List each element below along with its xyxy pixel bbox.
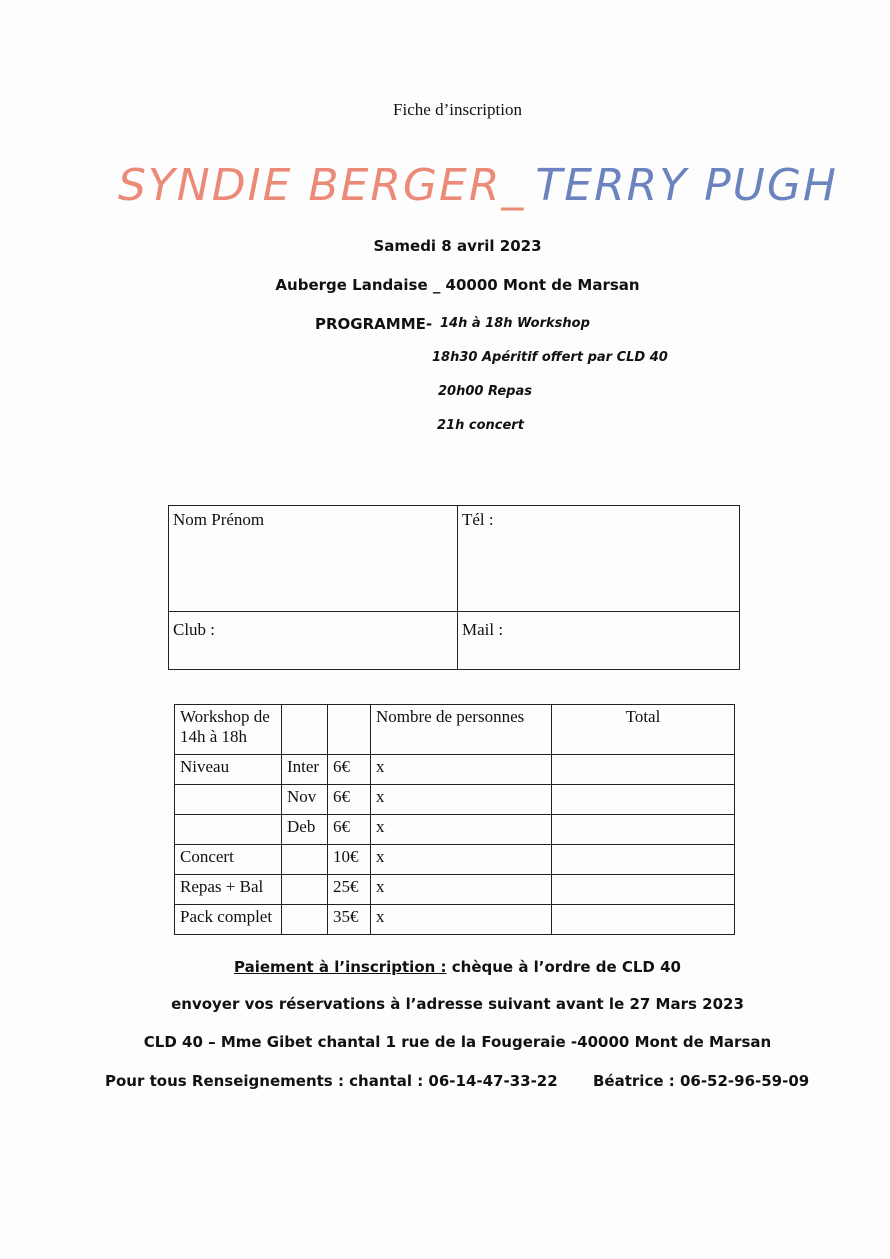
programme-item: 21h concert (437, 418, 524, 433)
table-row (175, 815, 735, 845)
payment-text: chèque à l’ordre de CLD 40 (451, 958, 681, 976)
table-row (175, 905, 735, 935)
row-price: 6€ (328, 755, 371, 785)
row-total[interactable] (552, 845, 735, 875)
header-workshop: Workshop de 14h à 18h (175, 705, 282, 755)
mail-label: Mail : (462, 620, 504, 639)
row-qty[interactable]: x (371, 755, 552, 785)
tel-label: Tél : (462, 510, 494, 529)
row-total[interactable] (552, 785, 735, 815)
club-label: Club : (173, 620, 216, 639)
artists-title (118, 160, 838, 211)
row-qty[interactable]: x (371, 905, 552, 935)
pricing-table (174, 704, 735, 935)
header-people: Nombre de personnes (371, 705, 552, 755)
row-price: 10€ (328, 845, 371, 875)
row-level (282, 875, 328, 905)
row-total[interactable] (552, 815, 735, 845)
mail-field[interactable] (458, 612, 740, 670)
row-price: 6€ (328, 785, 371, 815)
name-label: Nom Prénom (173, 510, 265, 529)
row-price: 6€ (328, 815, 371, 845)
row-level: Inter (282, 755, 328, 785)
row-label: Niveau (175, 755, 282, 785)
table-row (175, 875, 735, 905)
table-row (175, 755, 735, 785)
header-total: Total (552, 705, 735, 755)
header-empty (282, 705, 328, 755)
row-qty[interactable]: x (371, 845, 552, 875)
programme-item: 14h à 18h Workshop (440, 316, 590, 331)
info-left: Pour tous Renseignements : chantal : 06-14-47-33-22 (105, 1072, 558, 1090)
row-level: Nov (282, 785, 328, 815)
table-row (175, 785, 735, 815)
name-field[interactable] (169, 506, 458, 612)
artist-separator: _ (501, 160, 526, 211)
row-qty[interactable]: x (371, 785, 552, 815)
programme-label: PROGRAMME- (315, 315, 433, 333)
event-date: Samedi 8 avril 2023 (373, 237, 542, 255)
row-level (282, 845, 328, 875)
artist-2: TERRY PUGH (535, 160, 839, 211)
row-total[interactable] (552, 905, 735, 935)
row-label (175, 785, 282, 815)
form-title: Fiche d’inscription (393, 100, 522, 119)
contact-form (168, 505, 740, 670)
row-label: Pack complet (175, 905, 282, 935)
table-row (175, 845, 735, 875)
row-label: Repas + Bal (175, 875, 282, 905)
row-qty[interactable]: x (371, 875, 552, 905)
row-price: 25€ (328, 875, 371, 905)
header-empty (328, 705, 371, 755)
info-right: Béatrice : 06-52-96-59-09 (593, 1072, 810, 1090)
artist-1: SYNDIE BERGER (118, 160, 502, 211)
row-total[interactable] (552, 755, 735, 785)
tel-field[interactable] (458, 506, 740, 612)
row-total[interactable] (552, 875, 735, 905)
send-line: envoyer vos réservations à l’adresse suivant avant le 27 Mars 2023 (171, 995, 744, 1013)
row-qty[interactable]: x (371, 815, 552, 845)
payment-label: Paiement à l’inscription : (234, 958, 447, 976)
address-line: CLD 40 – Mme Gibet chantal 1 rue de la Fougeraie -40000 Mont de Marsan (143, 1033, 772, 1051)
row-price: 35€ (328, 905, 371, 935)
row-label: Concert (175, 845, 282, 875)
payment-line (0, 958, 890, 976)
event-venue: Auberge Landaise _ 40000 Mont de Marsan (275, 276, 640, 294)
club-field[interactable] (169, 612, 458, 670)
row-level: Deb (282, 815, 328, 845)
programme-item: 20h00 Repas (438, 384, 532, 399)
row-label (175, 815, 282, 845)
row-level (282, 905, 328, 935)
programme-item: 18h30 Apéritif offert par CLD 40 (432, 350, 668, 365)
